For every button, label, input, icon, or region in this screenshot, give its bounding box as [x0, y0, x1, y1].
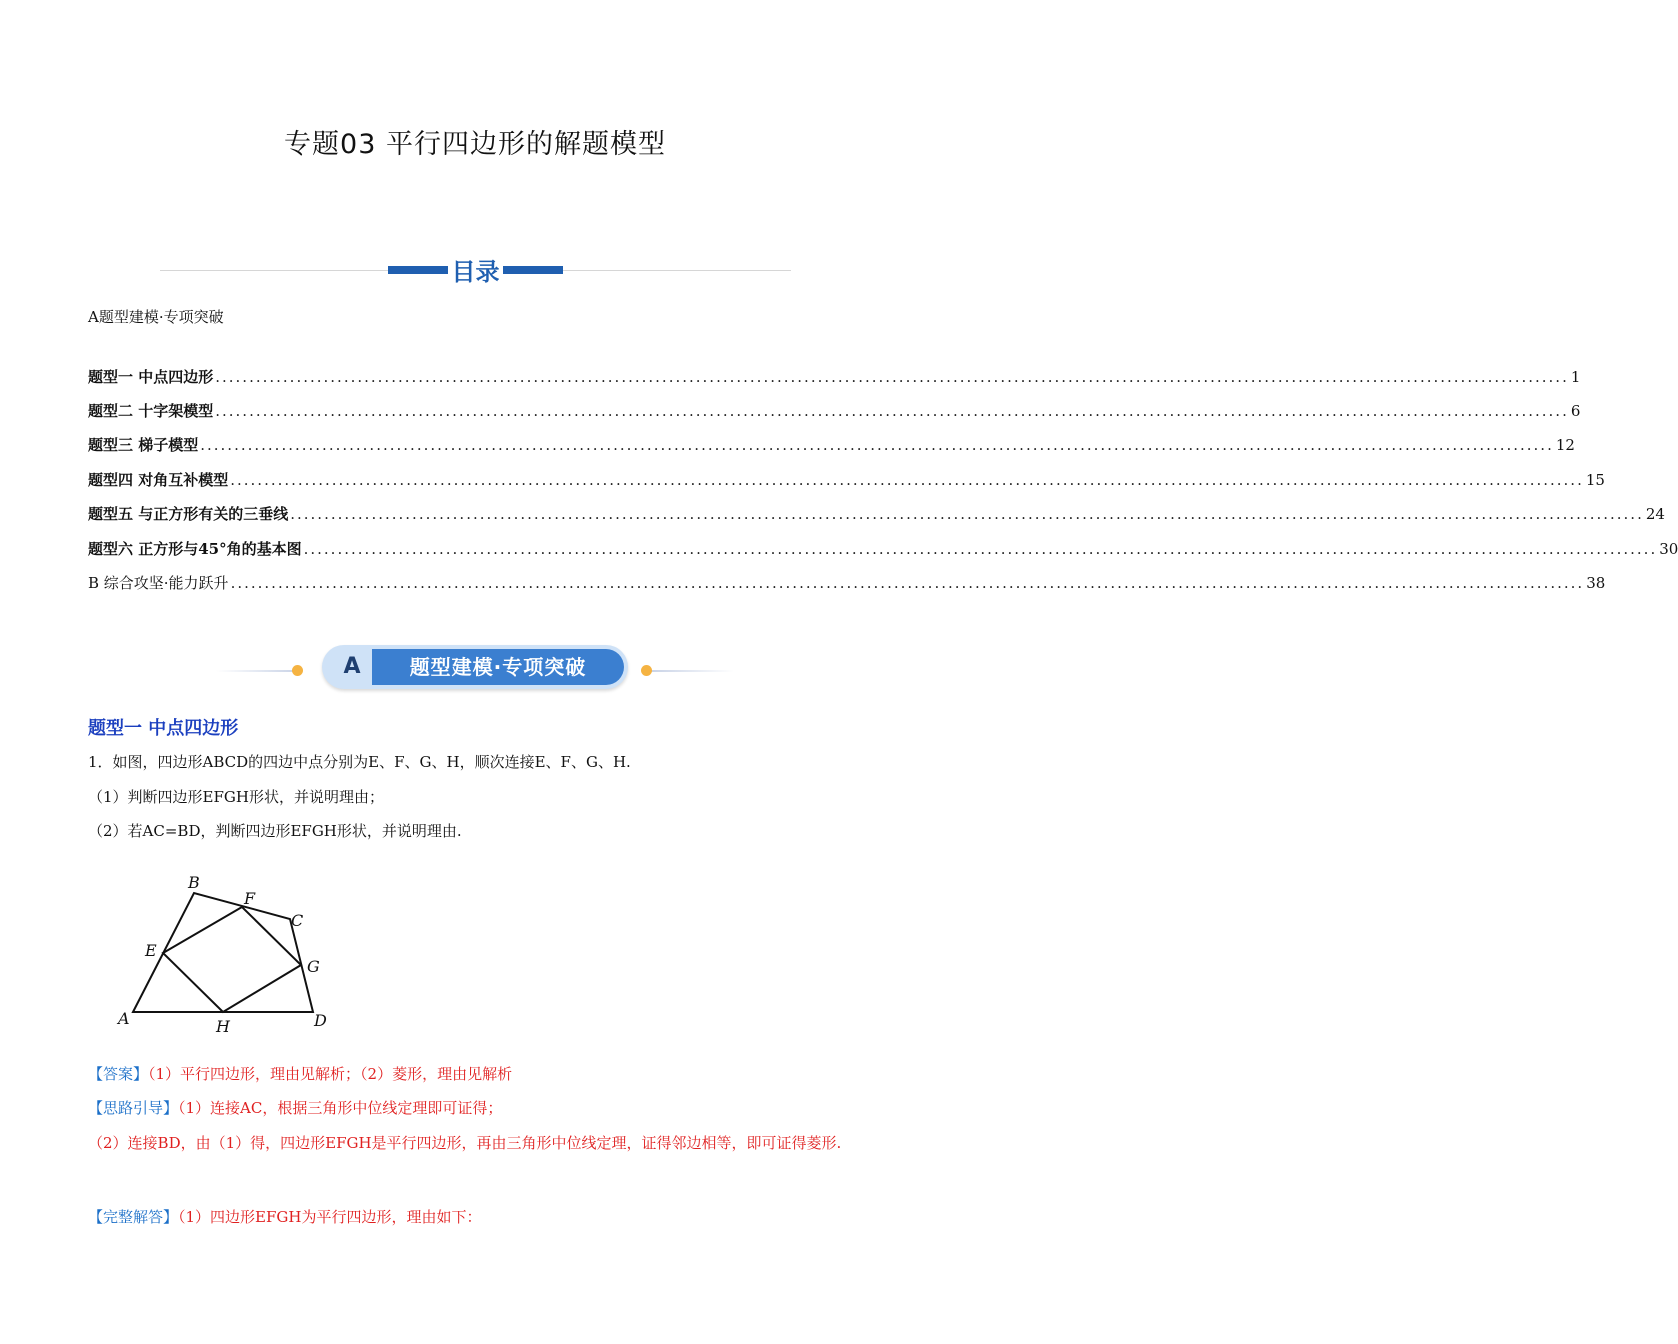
- toc-accent-bar-right: [503, 266, 563, 274]
- toc-entry[interactable]: [88, 434, 1575, 456]
- full-solution-tag: 【完整解答】: [88, 1208, 179, 1226]
- quadrilateral-abcd: [133, 893, 313, 1012]
- problem-statement: 1．如图，四边形ABCD的四边中点分别为E、F、G、H，顺次连接E、F、G、H.: [88, 753, 631, 771]
- hint-text: （1）连接AC，根据三角形中位线定理即可证得；: [178, 1099, 503, 1117]
- problem-part-1: （1）判断四边形EFGH形状，并说明理由；: [88, 788, 384, 806]
- label-c: C: [291, 911, 304, 930]
- toc-entry-label: 题型六 正方形与45°角的基本图: [88, 540, 302, 558]
- banner-divider-right: [650, 670, 734, 672]
- toc-entry-label: 题型三 梯子模型: [88, 436, 199, 454]
- full-solution-text: （1）四边形EFGH为平行四边形，理由如下：: [178, 1208, 482, 1226]
- full-solution-line: [88, 1206, 481, 1228]
- toc-entry-page: 30: [1659, 540, 1678, 558]
- quadrilateral-efgh: [163, 907, 304, 1012]
- toc-entry-leader-dots: ........................................................................................................................................................................................................: [230, 574, 1585, 592]
- answer-line: [88, 1063, 512, 1085]
- document-title: 专题03 平行四边形的解题模型: [284, 129, 666, 160]
- toc-entry[interactable]: [88, 400, 1581, 422]
- toc-entry[interactable]: [88, 503, 1665, 525]
- toc-entry-page: 1: [1570, 368, 1581, 386]
- section-banner-letter: A: [343, 654, 361, 679]
- hint-tag: 【思路引导】: [88, 1099, 179, 1117]
- label-e: E: [145, 941, 157, 960]
- answer-tag: 【答案】: [88, 1065, 149, 1083]
- toc-entry-leader-dots: ........................................................................................................................................................................................................: [290, 505, 1644, 523]
- section-title: 题型一 中点四边形: [88, 718, 239, 739]
- banner-dot-right: [641, 665, 652, 676]
- toc-section-a-label[interactable]: A题型建模·专项突破: [88, 308, 224, 326]
- toc-entry[interactable]: [88, 469, 1605, 491]
- label-b: B: [188, 873, 200, 892]
- toc-entry[interactable]: [88, 572, 1606, 594]
- toc-entry-leader-dots: ........................................................................................................................................................................................................: [230, 471, 1584, 489]
- toc-accent-bar-left: [388, 266, 448, 274]
- label-a: A: [118, 1009, 130, 1028]
- section-banner-text: 题型建模·专项突破: [409, 655, 587, 679]
- toc-entry-label: 题型二 十字架模型: [88, 402, 214, 420]
- toc-entry-leader-dots: ........................................................................................................................................................................................................: [200, 436, 1554, 454]
- problem-part-2: （2）若AC=BD，判断四边形EFGH形状，并说明理由.: [88, 822, 462, 840]
- toc-entry-label: 题型四 对角互补模型: [88, 471, 229, 489]
- figure-lines: [133, 893, 313, 1012]
- toc-entry[interactable]: [88, 538, 1678, 560]
- toc-entry-label: 题型一 中点四边形: [88, 368, 214, 386]
- toc-entry-page: 38: [1586, 574, 1606, 592]
- toc-divider-right: [563, 270, 791, 271]
- label-h: H: [216, 1017, 230, 1036]
- hint-text-2: （2）连接BD，由（1）得，四边形EFGH是平行四边形，再由三角形中位线定理，证得邻边相等，即可证得菱形.: [88, 1134, 842, 1152]
- toc-entry[interactable]: [88, 366, 1581, 388]
- label-f: F: [244, 889, 256, 908]
- banner-divider-left: [216, 670, 300, 672]
- banner-dot-left: [292, 665, 303, 676]
- toc-entry-page: 24: [1645, 505, 1665, 523]
- label-d: D: [314, 1011, 327, 1030]
- toc-entry-label: B 综合攻坚·能力跃升: [88, 574, 229, 592]
- toc-entry-page: 15: [1585, 471, 1605, 489]
- toc-divider-left: [160, 270, 388, 271]
- toc-entry-leader-dots: ........................................................................................................................................................................................................: [215, 402, 1569, 420]
- toc-entry-leader-dots: ........................................................................................................................................................................................................: [303, 540, 1658, 558]
- toc-entry-page: 6: [1570, 402, 1581, 420]
- label-g: G: [307, 957, 320, 976]
- toc-entry-label: 题型五 与正方形有关的三垂线: [88, 505, 289, 523]
- toc-entry-page: 12: [1555, 436, 1575, 454]
- hint-line: [88, 1097, 502, 1119]
- quadrilateral-figure: [110, 866, 340, 1036]
- answer-text: （1）平行四边形，理由见解析；（2）菱形，理由见解析: [148, 1065, 513, 1083]
- toc-entry-leader-dots: ........................................................................................................................................................................................................: [215, 368, 1569, 386]
- toc-heading: 目录: [451, 258, 500, 286]
